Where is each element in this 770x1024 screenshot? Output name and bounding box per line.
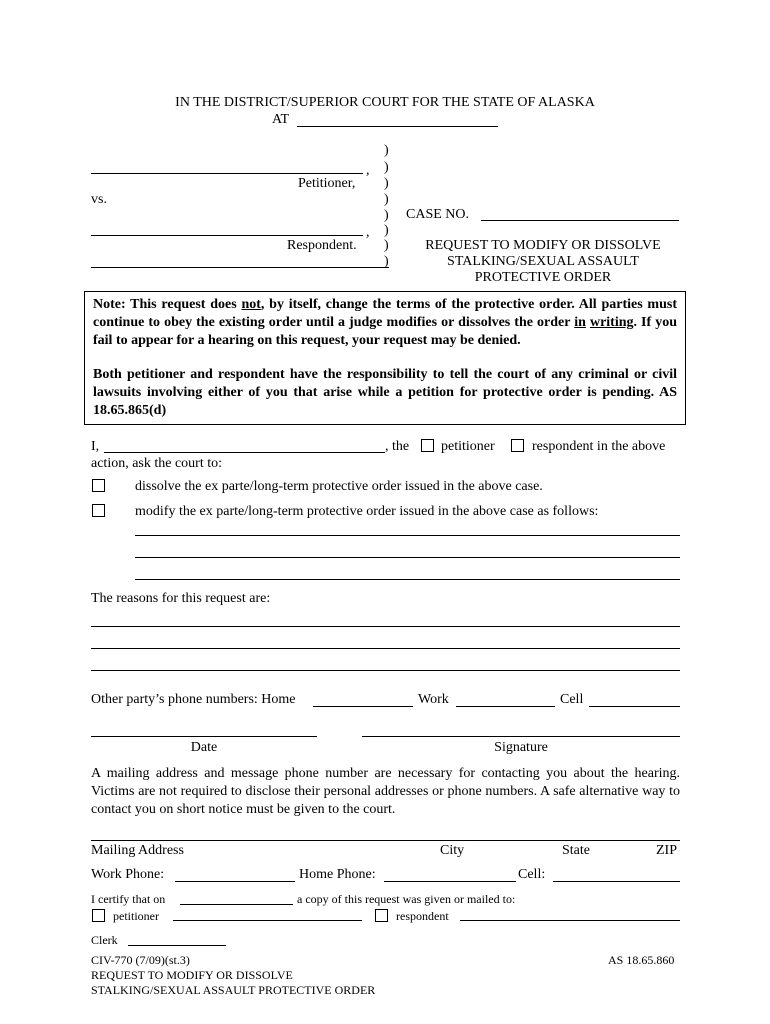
mailing-address-field[interactable] — [91, 840, 680, 841]
caption-paren: ) — [384, 223, 389, 238]
notice-text: . If you fail to appear for a hearing on this request, your request may be denied. — [93, 315, 677, 348]
form-title-line3: PROTECTIVE ORDER — [474, 270, 612, 285]
respondent-label: Respondent. — [287, 238, 357, 253]
notice-paragraph-2: Both petitioner and respondent have the responsibility to tell the court of any criminal or civil lawsuits involving either of you that arise while a petition for protective order is pending. AS 18.65.865(d) — [93, 367, 677, 418]
city-label: City — [440, 843, 465, 858]
petitioner-checkbox[interactable] — [421, 439, 434, 452]
certify-respondent-checkbox[interactable] — [375, 909, 388, 922]
case-no-label: CASE NO. — [406, 207, 470, 222]
cell-phone-label: Cell — [560, 692, 584, 707]
phone-numbers-label: Other party’s phone numbers: Home — [91, 692, 296, 707]
reasons-line[interactable] — [91, 670, 680, 671]
reasons-line[interactable] — [91, 648, 680, 649]
petitioner-home-phone-field[interactable] — [384, 881, 516, 882]
home-phone-field[interactable] — [313, 706, 413, 707]
petitioner-name-field[interactable] — [91, 173, 363, 174]
modify-option-label: modify the ex parte/long-term protective order issued in the above case as follows: — [135, 504, 599, 519]
i-label: I, — [91, 439, 100, 454]
signature-field[interactable] — [362, 736, 680, 737]
case-no-field[interactable] — [481, 220, 679, 221]
caption-comma: , — [366, 225, 370, 240]
modify-details-line[interactable] — [135, 557, 680, 558]
reasons-label: The reasons for this request are: — [91, 591, 271, 606]
statute-reference: AS 18.65.860 — [608, 953, 675, 967]
respondent-extra-field[interactable] — [91, 267, 389, 268]
notice-emphasis-writing: writing — [589, 315, 634, 330]
date-label: Date — [190, 740, 218, 755]
respondent-option-label: respondent in the above — [532, 439, 666, 454]
form-title-line2: STALKING/SEXUAL ASSAULT — [447, 254, 639, 269]
certify-respondent-label: respondent — [396, 909, 449, 923]
certify-intro: I certify that on — [91, 892, 166, 906]
respondent-checkbox[interactable] — [511, 439, 524, 452]
notice-emphasis-not: not — [241, 297, 261, 312]
notice-text: , by itself, change the terms of the protective order. All parties must continue to obey the existing order until a judge modifies or dissolves the order — [93, 297, 677, 330]
dissolve-checkbox[interactable] — [92, 479, 105, 492]
home-phone-label: Home Phone: — [299, 867, 376, 882]
modify-details-line[interactable] — [135, 579, 680, 580]
caption-comma: , — [366, 163, 370, 178]
petitioner-label: Petitioner, — [298, 176, 356, 191]
mailing-address-label: Mailing Address — [91, 843, 184, 858]
requester-name-field[interactable] — [104, 452, 385, 453]
notice-box — [84, 291, 686, 425]
respondent-name-field[interactable] — [91, 235, 363, 236]
caption-paren: ) — [384, 208, 389, 223]
modify-checkbox[interactable] — [92, 504, 105, 517]
petitioner-option-label: petitioner — [441, 439, 495, 454]
clerk-label: Clerk — [91, 933, 118, 947]
petitioner-work-phone-field[interactable] — [175, 881, 295, 882]
clerk-field[interactable] — [128, 945, 226, 946]
zip-label: ZIP — [656, 843, 677, 858]
court-heading: IN THE DISTRICT/SUPERIOR COURT FOR THE STATE OF ALASKA — [175, 95, 595, 110]
notice-paragraph-1 — [93, 296, 677, 350]
dissolve-option-label: dissolve the ex parte/long-term protective order issued in the above case. — [135, 479, 543, 494]
certify-middle: a copy of this request was given or mailed to: — [297, 892, 516, 906]
work-phone-label: Work Phone: — [91, 867, 165, 882]
caption-paren: ) — [384, 254, 389, 269]
form-title-line1: REQUEST TO MODIFY OR DISSOLVE — [425, 238, 661, 253]
date-field[interactable] — [91, 736, 317, 737]
petitioner-cell-field[interactable] — [553, 881, 680, 882]
certify-petitioner-field[interactable] — [173, 920, 362, 921]
cell-phone-field[interactable] — [589, 706, 680, 707]
certify-petitioner-label: petitioner — [113, 909, 159, 923]
notice-emphasis-in: in — [574, 315, 586, 330]
cell-label: Cell: — [518, 867, 546, 882]
vs-label: vs. — [91, 192, 107, 207]
signature-label: Signature — [494, 740, 548, 755]
location-field[interactable] — [297, 126, 498, 127]
caption-paren: ) — [384, 192, 389, 207]
certify-date-field[interactable] — [180, 904, 293, 905]
form-id: CIV-770 (7/09)(st.3) — [91, 953, 190, 967]
caption-paren: ) — [384, 176, 389, 191]
contact-instructions: A mailing address and message phone number are necessary for contacting you about the hearing. Victims are not required to disclose their personal addresses or phone numbers. A safe alternative way to contact you on short notice must be given to the court. — [91, 766, 680, 817]
state-label: State — [562, 843, 590, 858]
at-label: AT — [272, 112, 290, 127]
notice-text: Note: This request does — [93, 297, 242, 312]
caption-paren: ) — [384, 143, 389, 158]
caption-paren: ) — [384, 160, 389, 175]
footer-title-line1: REQUEST TO MODIFY OR DISSOLVE — [91, 968, 293, 982]
reasons-line[interactable] — [91, 626, 680, 627]
caption-paren: ) — [384, 238, 389, 253]
certify-petitioner-checkbox[interactable] — [92, 909, 105, 922]
modify-details-line[interactable] — [135, 535, 680, 536]
work-phone-field[interactable] — [456, 706, 555, 707]
footer-title-line2: STALKING/SEXUAL ASSAULT PROTECTIVE ORDER — [91, 983, 376, 997]
certify-respondent-field[interactable] — [460, 920, 680, 921]
action-line: action, ask the court to: — [91, 456, 223, 471]
work-phone-label: Work — [418, 692, 449, 707]
the-label: , the — [385, 439, 410, 454]
